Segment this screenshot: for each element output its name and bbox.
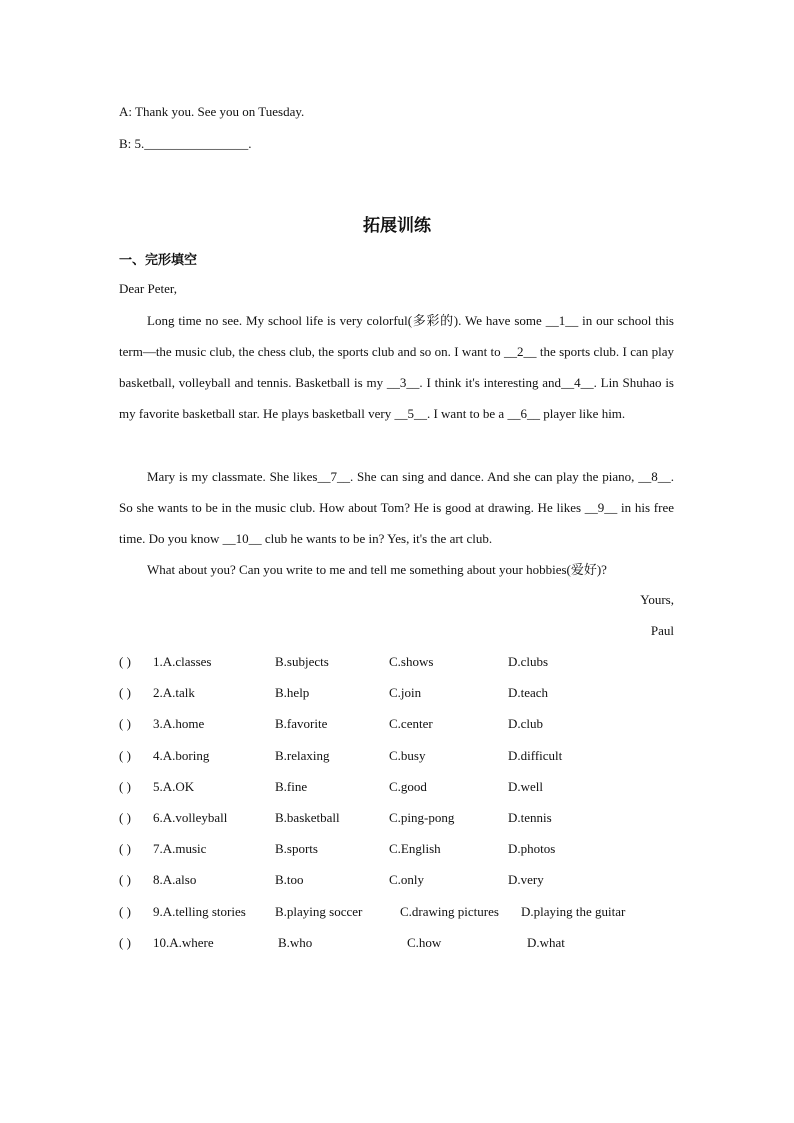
answer-paren[interactable]: ( ) (119, 903, 131, 919)
letter-paragraph-1: Long time no see. My school life is very colorful(多彩的). We have some __1__ in our school this term—the music club, the chess club, the sports club and so on. I want to __2__ the sports club. I can play basketball, volleyball and tennis. Basketball is my __3__. I think it's interesting and__4__. Lin Shuhao is my favorite basketball star. He plays basketball very __5__. I want to be a __6__ player like him. (119, 313, 674, 421)
option-b: B.relaxing (275, 747, 330, 763)
option-d: D.teach (508, 685, 549, 701)
answer-paren[interactable]: ( ) (119, 841, 131, 857)
section-heading: 一、完形填空 (119, 253, 198, 268)
option-c: C.center (389, 716, 433, 732)
option-d: D.very (508, 872, 544, 888)
letter-paragraph-2: Mary is my classmate. She likes__7__. She can sing and dance. And she can play the piano, __8__. So she wants to be in the music club. How about Tom? He is good at drawing. He likes __9__ in his free time. Do you know __10__ club he wants to be in? Yes, it's the art club. (119, 469, 675, 546)
option-d: D.well (508, 778, 544, 794)
answer-paren[interactable]: ( ) (119, 716, 131, 732)
option-a: 8.A.also (153, 872, 197, 888)
option-c: C.ping-pong (389, 809, 455, 825)
option-b: B.basketball (275, 809, 340, 825)
dialog-line-b: B: 5.________________. (119, 136, 252, 151)
option-c: C.drawing pictures (400, 903, 499, 919)
option-c: C.how (407, 934, 442, 950)
option-a: 3.A.home (153, 716, 205, 732)
option-a: 10.A.where (153, 934, 214, 950)
option-d: D.clubs (508, 654, 549, 669)
answer-paren[interactable]: ( ) (119, 685, 131, 701)
blank-4[interactable]: __4__ (561, 375, 594, 390)
option-b: B.subjects (275, 654, 329, 669)
option-c: C.shows (389, 654, 434, 669)
option-c: C.busy (389, 747, 426, 763)
blank-2[interactable]: __2__ (504, 344, 537, 359)
option-a: 5.A.OK (153, 778, 195, 794)
option-d: D.what (527, 934, 565, 950)
answer-paren[interactable]: ( ) (119, 654, 131, 669)
letter-greeting: Dear Peter, (119, 281, 177, 296)
blank-9[interactable]: __9__ (584, 500, 618, 515)
answer-paren[interactable]: ( ) (119, 747, 131, 763)
letter-signature: Paul (650, 623, 674, 638)
blank-5[interactable]: __5__ (394, 406, 427, 421)
answer-paren[interactable]: ( ) (119, 778, 131, 794)
option-a: 4.A.boring (153, 747, 210, 763)
answer-paren[interactable]: ( ) (119, 872, 131, 888)
option-c: C.good (389, 778, 427, 794)
option-d: D.difficult (508, 747, 563, 763)
option-b: B.sports (275, 841, 318, 857)
option-a: 1.A.classes (153, 654, 212, 669)
option-a: 2.A.talk (153, 685, 195, 701)
option-d: D.club (508, 716, 544, 732)
option-b: B.favorite (275, 716, 328, 732)
option-a: 7.A.music (153, 841, 207, 857)
option-a: 9.A.telling stories (153, 903, 246, 919)
option-c: C.join (389, 685, 422, 701)
option-d: D.tennis (508, 809, 552, 825)
answer-paren[interactable]: ( ) (119, 809, 131, 825)
blank-1[interactable]: __1__ (545, 313, 579, 328)
option-b: B.too (275, 872, 304, 888)
option-d: D.playing the guitar (521, 903, 626, 919)
blank-6[interactable]: __6__ (507, 406, 540, 421)
blank-3[interactable]: __3__ (386, 375, 420, 390)
option-b: B.who (278, 934, 313, 950)
blank-7[interactable]: __7__ (317, 469, 350, 484)
option-c: C.English (389, 841, 441, 857)
option-a: 6.A.volleyball (153, 809, 228, 825)
letter-paragraph-3: What about you? Can you write to me and tell me something about your hobbies(爱好)? (147, 562, 607, 577)
option-c: C.only (389, 872, 425, 888)
option-b: B.fine (275, 778, 308, 794)
letter-closing: Yours, (640, 592, 674, 607)
option-b: B.help (275, 685, 310, 701)
option-d: D.photos (508, 841, 556, 857)
blank-10[interactable]: __10__ (222, 531, 262, 546)
option-b: B.playing soccer (275, 903, 363, 919)
dialog-line-a: A: Thank you. See you on Tuesday. (119, 104, 305, 119)
blank-8[interactable]: __8__ (638, 469, 671, 484)
answer-paren[interactable]: ( ) (119, 934, 131, 950)
page-title: 拓展训练 (363, 216, 431, 236)
